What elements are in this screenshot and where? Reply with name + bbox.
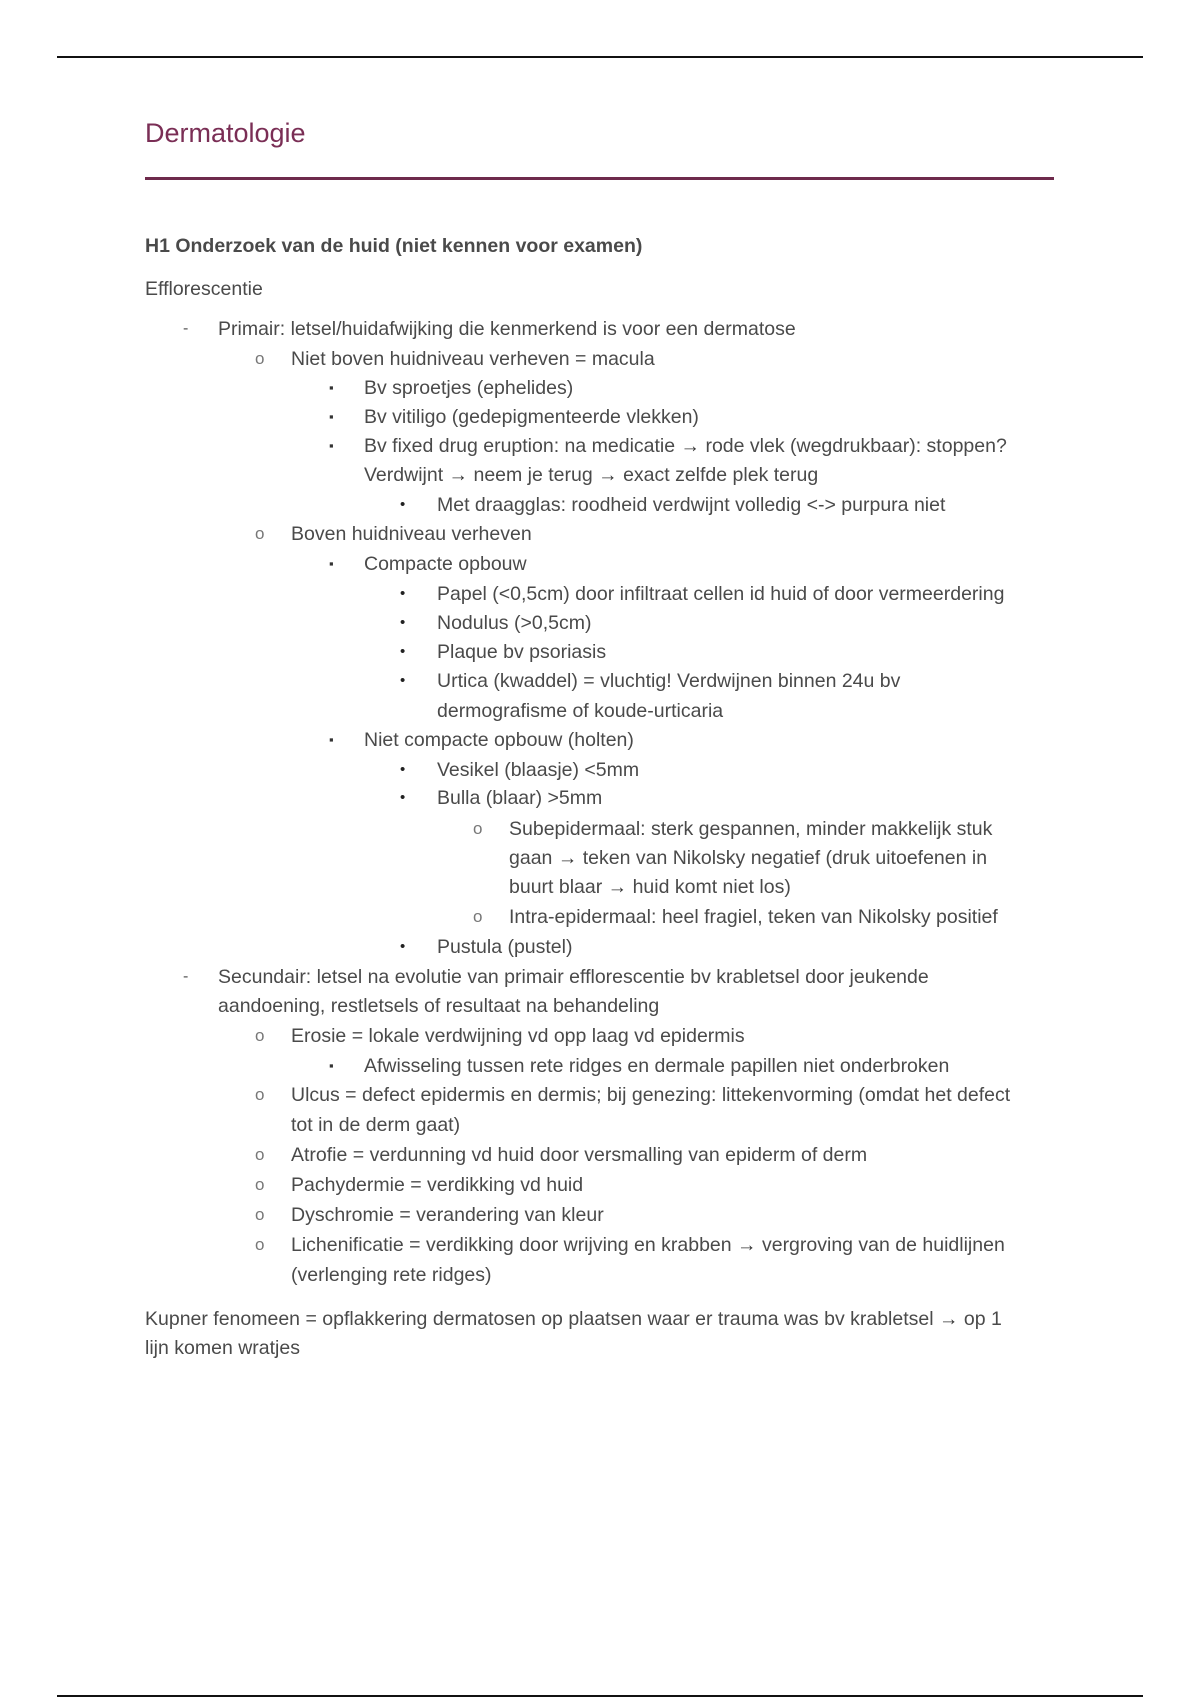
arrow-icon: → [448,464,469,486]
list-item: Bv vitiligo (gedepigmenteerde vlekken) [364,406,699,428]
list-item: Primair: letsel/huidafwijking die kenmerkend is voor een dermatose [218,318,796,340]
list-item-continuation: aandoening, restletsels of resultaat na behandeling [218,995,660,1017]
square-bullet: ▪ [329,409,334,424]
circle-bullet: o [255,1175,265,1194]
list-item: Secundair: letsel na evolutie van primair efflorescentie bv krabletsel door jeukende [218,966,929,988]
paragraph: Kupner fenomeen = opflakkering dermatosen op plaatsen waar er trauma was bv krabletsel → op 1 [145,1308,1002,1330]
circle-bullet: o [473,819,483,838]
dash-bullet: - [183,968,189,985]
list-item: Pachydermie = verdikking vd huid [291,1174,584,1196]
list-item: Atrofie = verdunning vd huid door versmalling van epiderm of derm [291,1144,868,1166]
list-item: Met draagglas: roodheid verdwijnt volledig <-> purpura niet [437,494,946,516]
list-item: Papel (<0,5cm) door infiltraat cellen id huid of door vermeerdering [437,583,1005,605]
list-item: Afwisseling tussen rete ridges en dermale papillen niet onderbroken [364,1055,950,1077]
square-bullet: ▪ [329,438,334,453]
list-item: Dyschromie = verandering van kleur [291,1204,604,1226]
dot-bullet: • [400,761,406,778]
list-item-continuation: tot in de derm gaat) [291,1114,461,1136]
dot-bullet: • [400,789,406,806]
paragraph-continuation: lijn komen wratjes [145,1337,300,1359]
dash-bullet: - [183,320,189,337]
list-item: Nodulus (>0,5cm) [437,612,592,634]
circle-bullet: o [255,1205,265,1224]
title-underline [145,177,1054,180]
square-bullet: ▪ [329,1058,334,1073]
arrow-icon: → [737,1234,757,1256]
circle-bullet: o [255,1145,265,1164]
list-item: Plaque bv psoriasis [437,641,607,663]
list-item: Boven huidniveau verheven [291,523,532,545]
dot-bullet: • [400,938,406,955]
circle-bullet: o [255,1235,265,1254]
page-top-rule [57,56,1143,58]
circle-bullet: o [255,1026,265,1045]
list-item: Compacte opbouw [364,553,527,575]
list-item-continuation: dermografisme of koude-urticaria [437,700,724,722]
list-item: Bv sproetjes (ephelides) [364,377,574,399]
dot-bullet: • [400,672,406,689]
arrow-icon: → [607,876,628,898]
square-bullet: ▪ [329,732,334,747]
list-item-continuation: Verdwijnt → neem je terug → exact zelfde plek terug [364,464,819,486]
list-item: Bv fixed drug eruption: na medicatie → rode vlek (wegdrukbaar): stoppen? [364,435,1007,457]
circle-bullet: o [255,524,265,543]
dot-bullet: • [400,496,406,513]
circle-bullet: o [473,907,483,926]
list-item: Vesikel (blaasje) <5mm [437,759,640,781]
list-item: Pustula (pustel) [437,936,573,958]
document-title: Dermatologie [145,118,306,148]
arrow-icon: → [557,847,578,869]
list-item: Lichenificatie = verdikking door wrijving en krabben → vergroving van de huidlijnen [291,1234,1005,1256]
list-item: Ulcus = defect epidermis en dermis; bij genezing: littekenvorming (omdat het defect [291,1084,1011,1106]
dot-bullet: • [400,643,406,660]
list-item: Bulla (blaar) >5mm [437,787,603,809]
subsection-heading: Efflorescentie [145,278,263,300]
page-bottom-rule [57,1695,1143,1697]
circle-bullet: o [255,349,265,368]
dot-bullet: • [400,585,406,602]
list-item-continuation: gaan → teken van Nikolsky negatief (druk uitoefenen in [509,847,988,869]
square-bullet: ▪ [329,380,334,395]
circle-bullet: o [255,1085,265,1104]
list-item: Urtica (kwaddel) = vluchtig! Verdwijnen binnen 24u bv [437,670,901,692]
list-item: Erosie = lokale verdwijning vd opp laag vd epidermis [291,1025,745,1047]
list-item: Niet compacte opbouw (holten) [364,729,634,751]
arrow-icon: → [680,435,701,457]
list-item: Intra-epidermaal: heel fragiel, teken van Nikolsky positief [509,906,998,928]
arrow-icon: → [939,1308,959,1330]
list-item-continuation: (verlenging rete ridges) [291,1264,492,1286]
list-item-continuation: buurt blaar → huid komt niet los) [509,876,791,898]
section-heading: H1 Onderzoek van de huid (niet kennen voor examen) [145,235,643,257]
list-item: Niet boven huidniveau verheven = macula [291,348,655,370]
square-bullet: ▪ [329,556,334,571]
list-item: Subepidermaal: sterk gespannen, minder makkelijk stuk [509,818,993,840]
dot-bullet: • [400,614,406,631]
arrow-icon: → [598,464,618,486]
